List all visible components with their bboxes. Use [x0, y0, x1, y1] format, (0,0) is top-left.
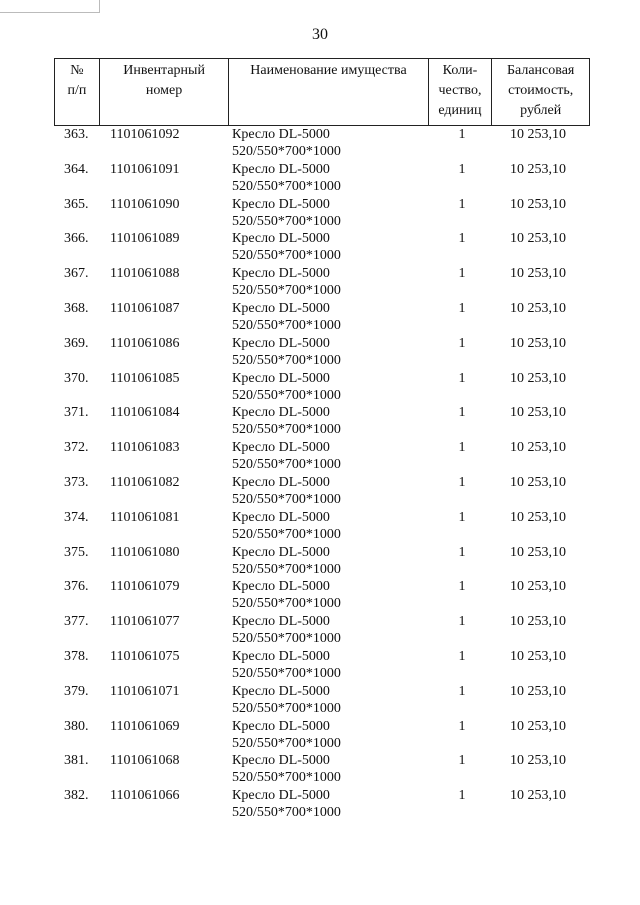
item-name: Кресло DL-5000: [232, 300, 330, 316]
item-dimensions: 520/550*700*1000: [232, 735, 341, 751]
quantity: 1: [458, 509, 466, 525]
row-number: 372.: [64, 440, 89, 456]
row-number: 371.: [64, 405, 89, 421]
item-dimensions: 520/550*700*1000: [232, 491, 341, 507]
quantity: 1: [458, 753, 466, 769]
balance-cost: 10 253,10: [510, 196, 566, 212]
item-dimensions: 520/550*700*1000: [232, 317, 341, 333]
quantity: 1: [458, 474, 466, 490]
table-row: [54, 368, 590, 403]
table-row: [54, 263, 590, 298]
table-body: [54, 124, 590, 820]
item-name-cell: [232, 787, 341, 821]
item-name: Кресло DL-5000: [232, 474, 330, 490]
table-row: [54, 472, 590, 507]
item-name: Кресло DL-5000: [232, 440, 330, 456]
table-row: [54, 681, 590, 716]
balance-cost: 10 253,10: [510, 544, 566, 560]
row-number: 380.: [64, 718, 89, 734]
row-number: 376.: [64, 579, 89, 595]
inventory-number: 1101061071: [110, 683, 180, 699]
table-row: [54, 124, 590, 159]
scan-corner-mark: [0, 12, 100, 13]
item-name: Кресло DL-5000: [232, 544, 330, 560]
header-num: [55, 59, 100, 125]
table-row: [54, 194, 590, 229]
quantity: 1: [458, 196, 466, 212]
item-dimensions: 520/550*700*1000: [232, 770, 341, 786]
scan-corner-mark: [99, 0, 100, 12]
row-number: 377.: [64, 614, 89, 630]
item-name-cell: [232, 474, 341, 508]
header-text: номер: [145, 83, 183, 98]
row-number: 365.: [64, 196, 89, 212]
table-row: [54, 228, 590, 263]
item-dimensions: 520/550*700*1000: [232, 700, 341, 716]
balance-cost: 10 253,10: [510, 335, 566, 351]
row-number: 378.: [64, 648, 89, 664]
item-name-cell: [232, 300, 341, 334]
row-number: 382.: [64, 788, 89, 804]
item-name-cell: [232, 578, 341, 612]
item-dimensions: 520/550*700*1000: [232, 561, 341, 577]
balance-cost: 10 253,10: [510, 405, 566, 421]
item-name: Кресло DL-5000: [232, 614, 330, 630]
quantity: 1: [458, 370, 466, 386]
table-header: [54, 58, 590, 126]
item-dimensions: 520/550*700*1000: [232, 457, 341, 473]
inventory-number: 1101061079: [110, 579, 180, 595]
inventory-number: 1101061085: [110, 370, 180, 386]
item-name: Кресло DL-5000: [232, 266, 330, 282]
item-name: Кресло DL-5000: [232, 335, 330, 351]
inventory-number: 1101061081: [110, 509, 180, 525]
balance-cost: 10 253,10: [510, 127, 566, 142]
balance-cost: 10 253,10: [510, 266, 566, 282]
quantity: 1: [458, 127, 466, 142]
balance-cost: 10 253,10: [510, 718, 566, 734]
header-text: Инвентарный: [123, 63, 205, 78]
header-text: п/п: [67, 83, 87, 98]
inventory-number: 1101061080: [110, 544, 180, 560]
table-row: [54, 542, 590, 577]
quantity: 1: [458, 161, 466, 177]
row-number: 381.: [64, 753, 89, 769]
table-row: [54, 646, 590, 681]
item-name: Кресло DL-5000: [232, 683, 330, 699]
table-row: [54, 437, 590, 472]
balance-cost: 10 253,10: [510, 370, 566, 386]
balance-cost: 10 253,10: [510, 474, 566, 490]
balance-cost: 10 253,10: [510, 231, 566, 247]
row-number: 375.: [64, 544, 89, 560]
page-number: 30: [312, 26, 328, 43]
quantity: 1: [458, 405, 466, 421]
item-name: Кресло DL-5000: [232, 648, 330, 664]
item-dimensions: 520/550*700*1000: [232, 144, 341, 159]
quantity: 1: [458, 718, 466, 734]
item-name-cell: [232, 683, 341, 717]
row-number: 370.: [64, 370, 89, 386]
item-dimensions: 520/550*700*1000: [232, 631, 341, 647]
quantity: 1: [458, 614, 466, 630]
item-name-cell: [232, 404, 341, 438]
item-name-cell: [232, 439, 341, 473]
item-name: Кресло DL-5000: [232, 196, 330, 212]
inventory-number: 1101061089: [110, 231, 180, 247]
row-number: 366.: [64, 231, 89, 247]
header-name: [229, 59, 428, 125]
item-name: Кресло DL-5000: [232, 579, 330, 595]
item-name-cell: [232, 648, 341, 682]
row-number: 364.: [64, 161, 89, 177]
table-row: [54, 716, 590, 751]
inventory-number: 1101061068: [110, 753, 180, 769]
item-name: Кресло DL-5000: [232, 231, 330, 247]
item-name-cell: [232, 544, 341, 578]
header-cost: [492, 59, 589, 125]
item-name-cell: [232, 196, 341, 230]
inventory-number: 1101061069: [110, 718, 180, 734]
inventory-number: 1101061075: [110, 648, 180, 664]
item-name-cell: [232, 265, 341, 299]
table-row: [54, 611, 590, 646]
balance-cost: 10 253,10: [510, 614, 566, 630]
inventory-number: 1101061083: [110, 440, 180, 456]
item-name: Кресло DL-5000: [232, 718, 330, 734]
item-name-cell: [232, 161, 341, 195]
table-row: [54, 785, 590, 820]
balance-cost: 10 253,10: [510, 683, 566, 699]
inventory-number: 1101061090: [110, 196, 180, 212]
inventory-number: 1101061084: [110, 405, 180, 421]
inventory-number: 1101061086: [110, 335, 180, 351]
item-name-cell: [232, 335, 341, 369]
row-number: 379.: [64, 683, 89, 699]
balance-cost: 10 253,10: [510, 300, 566, 316]
inventory-number: 1101061077: [110, 614, 180, 630]
table-row: [54, 333, 590, 368]
item-dimensions: 520/550*700*1000: [232, 178, 341, 194]
table-row: [54, 576, 590, 611]
item-dimensions: 520/550*700*1000: [232, 596, 341, 612]
inventory-number: 1101061092: [110, 127, 180, 142]
inventory-number: 1101061088: [110, 266, 180, 282]
item-name: Кресло DL-5000: [232, 753, 330, 769]
balance-cost: 10 253,10: [510, 579, 566, 595]
table-row: [54, 402, 590, 437]
row-number: 368.: [64, 300, 89, 316]
header-text: чество,: [438, 83, 482, 98]
item-name-cell: [232, 230, 341, 264]
quantity: 1: [458, 231, 466, 247]
item-name: Кресло DL-5000: [232, 405, 330, 421]
header-text: стоимость,: [508, 83, 574, 98]
inventory-number: 1101061087: [110, 300, 180, 316]
item-dimensions: 520/550*700*1000: [232, 422, 341, 438]
item-dimensions: 520/550*700*1000: [232, 805, 341, 821]
item-dimensions: 520/550*700*1000: [232, 665, 341, 681]
balance-cost: 10 253,10: [510, 161, 566, 177]
item-name-cell: [232, 370, 341, 404]
item-name-cell: [232, 613, 341, 647]
row-number: 373.: [64, 474, 89, 490]
item-name-cell: [232, 718, 341, 752]
quantity: 1: [458, 683, 466, 699]
row-number: 369.: [64, 335, 89, 351]
item-name: Кресло DL-5000: [232, 509, 330, 525]
quantity: 1: [458, 648, 466, 664]
item-dimensions: 520/550*700*1000: [232, 526, 341, 542]
item-name: Кресло DL-5000: [232, 370, 330, 386]
header-text: единиц: [438, 103, 482, 118]
item-dimensions: 520/550*700*1000: [232, 283, 341, 299]
header-text: рублей: [520, 103, 562, 118]
row-number: 374.: [64, 509, 89, 525]
quantity: 1: [458, 544, 466, 560]
balance-cost: 10 253,10: [510, 648, 566, 664]
header-quantity: [429, 59, 493, 125]
item-name: Кресло DL-5000: [232, 788, 330, 804]
item-dimensions: 520/550*700*1000: [232, 387, 341, 403]
quantity: 1: [458, 300, 466, 316]
item-dimensions: 520/550*700*1000: [232, 352, 341, 368]
table-row: [54, 298, 590, 333]
balance-cost: 10 253,10: [510, 788, 566, 804]
quantity: 1: [458, 788, 466, 804]
header-text: Балансовая: [506, 63, 575, 78]
table-row: [54, 750, 590, 785]
inventory-number: 1101061066: [110, 788, 180, 804]
item-dimensions: 520/550*700*1000: [232, 213, 341, 229]
item-name-cell: [232, 126, 341, 160]
quantity: 1: [458, 579, 466, 595]
table-row: [54, 507, 590, 542]
table-row: [54, 159, 590, 194]
header-inventory: [100, 59, 230, 125]
item-dimensions: 520/550*700*1000: [232, 248, 341, 264]
item-name: Кресло DL-5000: [232, 161, 330, 177]
quantity: 1: [458, 440, 466, 456]
item-name-cell: [232, 509, 341, 543]
item-name: Кресло DL-5000: [232, 127, 330, 142]
quantity: 1: [458, 335, 466, 351]
quantity: 1: [458, 266, 466, 282]
balance-cost: 10 253,10: [510, 509, 566, 525]
inventory-number: 1101061091: [110, 161, 180, 177]
row-number: 363.: [64, 127, 89, 142]
balance-cost: 10 253,10: [510, 440, 566, 456]
header-text: №: [70, 63, 84, 78]
balance-cost: 10 253,10: [510, 753, 566, 769]
header-text: Наименование имущества: [250, 63, 407, 78]
inventory-number: 1101061082: [110, 474, 180, 490]
header-text: Коли-: [442, 63, 478, 78]
item-name-cell: [232, 752, 341, 786]
row-number: 367.: [64, 266, 89, 282]
